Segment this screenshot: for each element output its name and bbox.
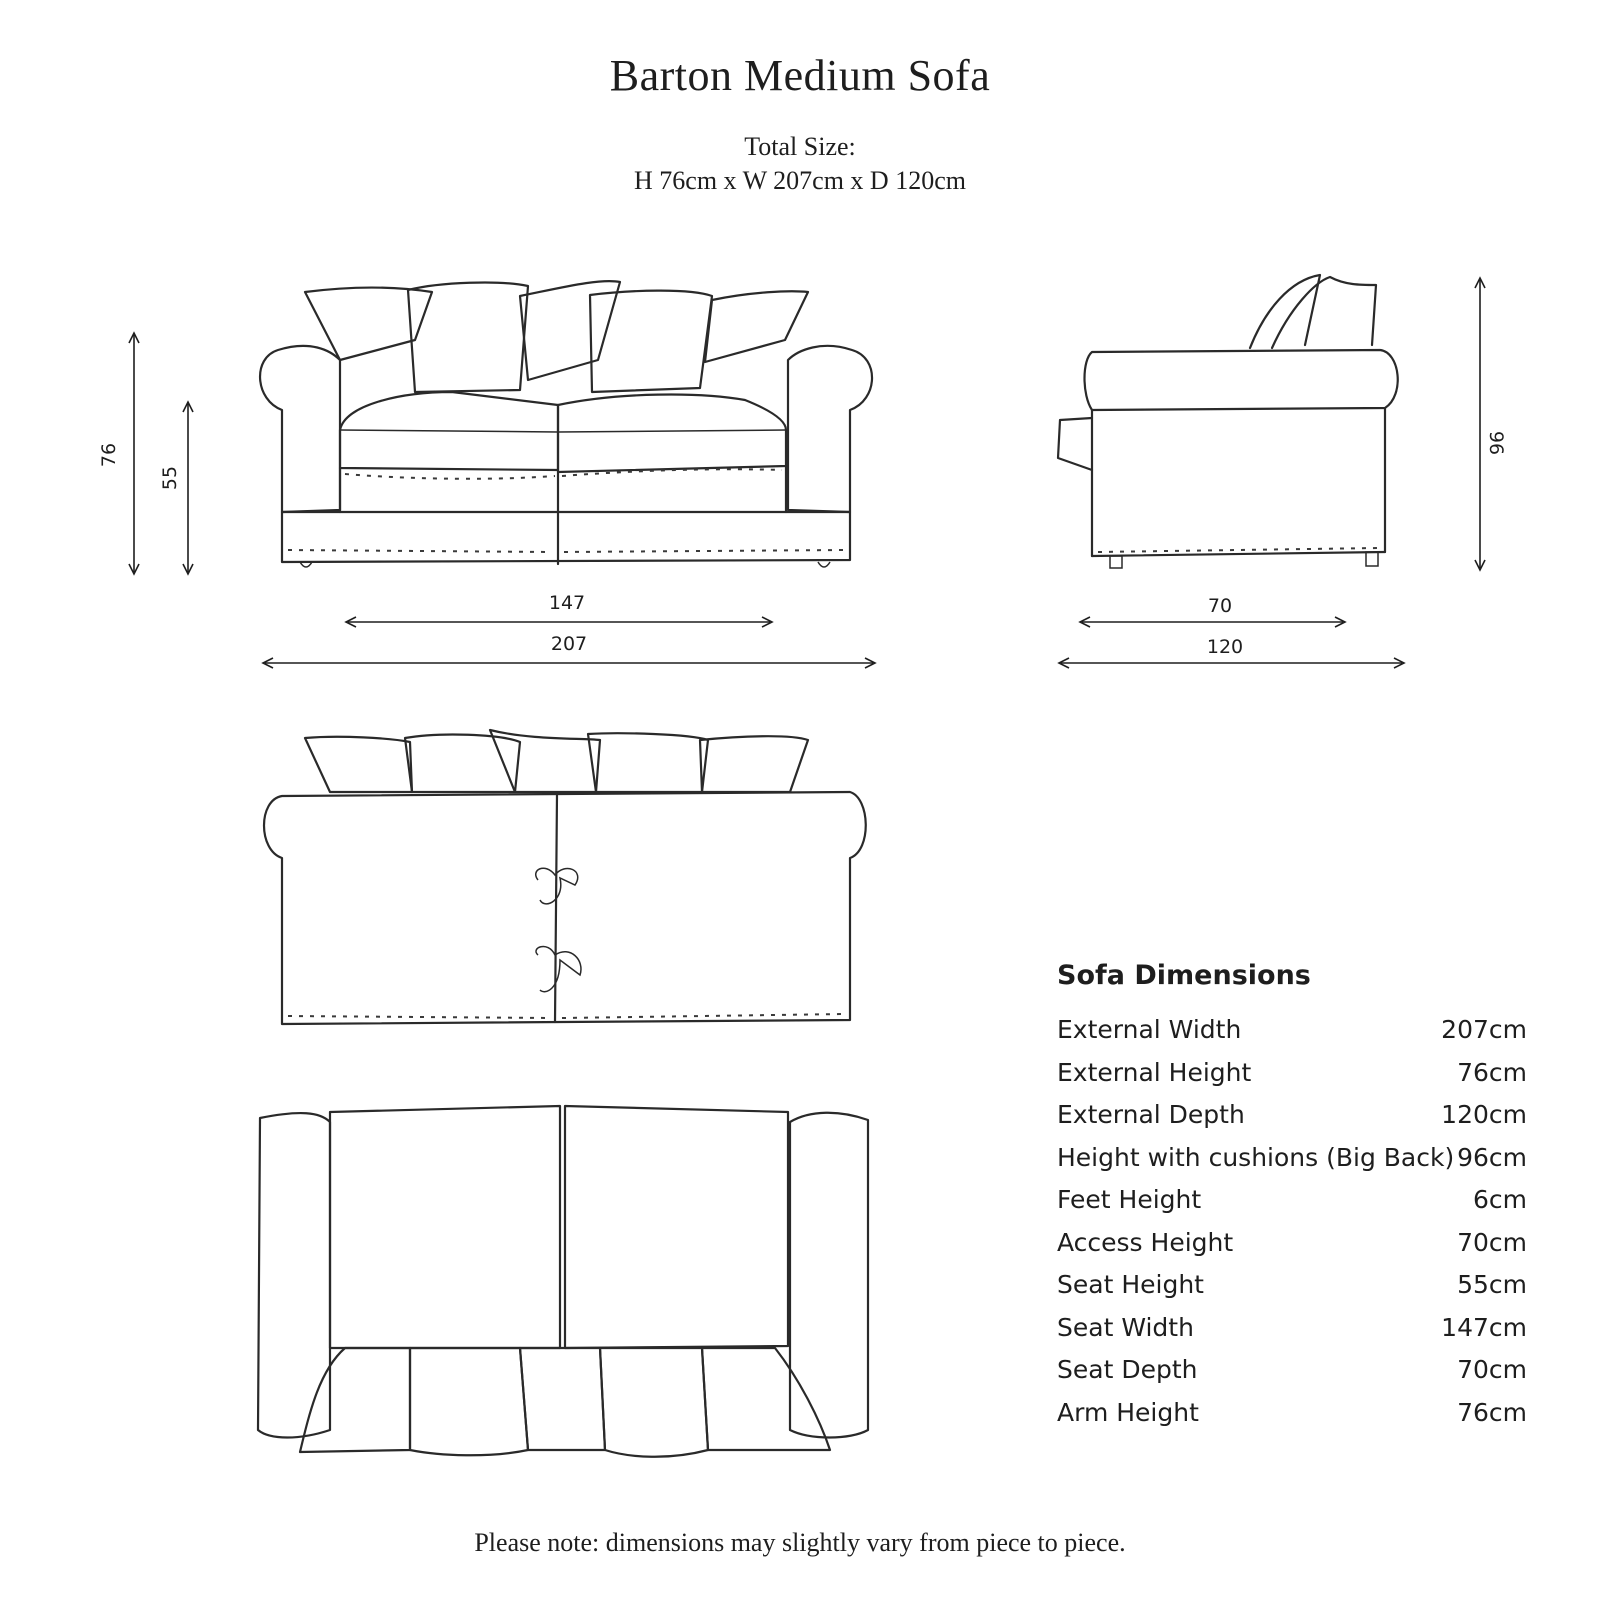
dimension-label: Seat Depth [1057,1355,1198,1384]
front-total-width-label: 207 [550,633,588,655]
front-view-drawing [260,281,872,567]
dimension-value: 76cm [1457,1057,1527,1087]
total-size-label: Total Size: [744,132,856,161]
dimension-value: 70cm [1457,1227,1527,1257]
front-seat-width-label: 147 [548,592,586,614]
dimension-label: Feet Height [1057,1185,1202,1214]
dimension-row [1057,1307,1527,1350]
dimension-row [1057,1094,1527,1137]
dimensions-heading: Sofa Dimensions [1057,960,1311,991]
side-total-depth-label: 120 [1206,636,1244,658]
dimension-label: Seat Width [1057,1312,1194,1342]
dimension-label: Seat Height [1057,1270,1204,1299]
dimension-label: External Depth [1057,1100,1245,1129]
front-seat-height-label: 55 [159,465,181,491]
dimension-label: Access Height [1057,1227,1234,1257]
dimension-value: 120cm [1441,1100,1527,1129]
dimension-row [1057,1179,1527,1222]
side-seat-depth-label: 70 [1207,595,1233,617]
side-cushion-height-label: 96 [1485,430,1507,456]
top-view-drawing [258,1106,868,1457]
dimensions-table [1057,960,1527,1434]
dimension-label: Arm Height [1057,1397,1199,1427]
dimension-row [1057,1349,1527,1392]
dimension-value: 70cm [1457,1355,1527,1384]
footer-note: Please note: dimensions may slightly vary from piece to piece. [474,1528,1126,1557]
dimension-value: 6cm [1472,1185,1527,1214]
back-view-drawing [264,730,866,1024]
dimension-row [1057,1137,1527,1180]
dimension-value: 76cm [1457,1397,1527,1427]
dimension-value: 96cm [1457,1142,1527,1172]
dimension-value: 147cm [1441,1312,1527,1342]
dimension-label: External Height [1057,1057,1252,1087]
front-dimension-lines [129,333,875,668]
dimension-label: External Width [1057,1015,1242,1044]
dimension-row [1057,1052,1527,1095]
dimension-value: 207cm [1441,1015,1527,1044]
dimension-row [1057,1392,1527,1435]
front-height-total-label: 76 [98,442,120,468]
dimension-label: Height with cushions (Big Back) [1057,1142,1455,1172]
dimension-row [1057,1222,1527,1265]
side-dimension-lines [1059,278,1485,668]
dimension-row [1057,1264,1527,1307]
dimension-row [1057,1009,1527,1052]
dimension-value: 55cm [1457,1270,1527,1299]
page-title: Barton Medium Sofa [609,51,991,100]
total-size-value: H 76cm x W 207cm x D 120cm [634,166,966,195]
side-view-drawing [1058,275,1398,568]
